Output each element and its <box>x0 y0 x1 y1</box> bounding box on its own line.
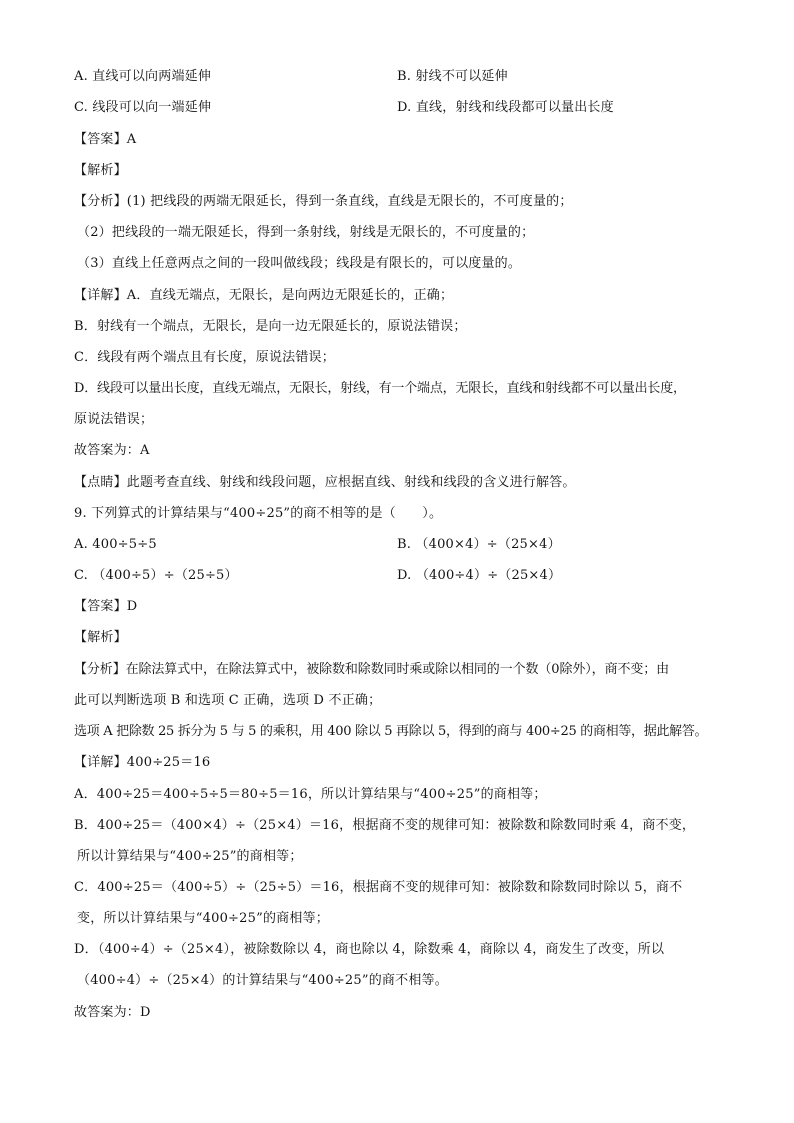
q9-xiangjie-line-7: D．（400÷4）÷（25×4），被除数除以 4，商也除以 4，除数乘 4，商除以 4，商发生了改变，所以 <box>74 942 665 957</box>
q8-final-answer: 故答案为：A <box>74 443 150 458</box>
q9-analysis-heading: 【解析】 <box>74 630 127 645</box>
q8-option-c: C. 线段可以向一端延伸 <box>74 100 212 115</box>
q8-analysis-heading: 【解析】 <box>74 163 127 178</box>
q9-xiangjie-line-1: 【详解】400÷25＝16 <box>74 755 211 770</box>
q9-option-c: C. （400÷5）÷（25÷5） <box>74 568 238 583</box>
q9-option-a: A. 400÷5÷5 <box>74 537 157 552</box>
q8-fenxi-line-3: （3）直线上任意两点之间的一段叫做线段；线段是有限长的，可以度量的。 <box>77 256 522 271</box>
q9-xiangjie-line-3: B．400÷25＝（400×4）÷（25×4）＝16，根据商不变的规律可知：被除数和除数同时乘 4，商不变， <box>74 818 696 833</box>
q8-fenxi-line-2: （2）把线段的一端无限延长，得到一条射线，射线是无限长的，不可度量的； <box>77 225 535 240</box>
q8-answer: 【答案】A <box>74 132 137 147</box>
q8-dianjing: 【点睛】此题考查直线、射线和线段问题，应根据直线、射线和线段的含义进行解答。 <box>74 475 576 490</box>
q8-xiangjie-line-4: D．线段可以量出长度，直线无端点，无限长，射线，有一个端点，无限长，直线和射线都不可以量出长度， <box>74 381 686 396</box>
q9-option-d: D. （400÷4）÷（25×4） <box>397 568 562 583</box>
q9-option-b: B. （400×4）÷（25×4） <box>397 537 561 552</box>
q8-xiangjie-line-2: B．射线有一个端点，无限长，是向一边无限延长的，原说法错误； <box>74 319 467 334</box>
q9-final-answer: 故答案为：D <box>74 1005 151 1020</box>
q9-xiangjie-line-2: A．400÷25＝400÷5÷5＝80÷5＝16，所以计算结果与“400÷25”的商相等； <box>74 787 547 802</box>
q9-fenxi-line-2: 此可以判断选项 B 和选项 C 正确，选项 D 不正确； <box>74 693 382 708</box>
q8-option-a: A. 直线可以向两端延伸 <box>74 69 212 84</box>
q9-xiangjie-line-6: 变，所以计算结果与“400÷25”的商相等； <box>77 911 329 926</box>
q8-option-b: B. 射线不可以延伸 <box>397 69 508 84</box>
q8-xiangjie-line-3: C．线段有两个端点且有长度，原说法错误； <box>74 350 335 365</box>
q9-stem: 9. 下列算式的计算结果与“400÷25”的商不相等的是（ ）。 <box>74 506 443 521</box>
q9-xiangjie-line-8: （400÷4）÷（25×4）的计算结果与“400÷25”的商不相等。 <box>77 973 448 988</box>
q9-xiangjie-line-5: C．400÷25＝（400÷5）÷（25÷5）＝16，根据商不变的规律可知：被除数和除数同时除以 5，商不 <box>74 880 683 895</box>
q9-xiangjie-line-4: 所以计算结果与“400÷25”的商相等； <box>77 849 303 864</box>
q8-xiangjie-line-5: 原说法错误； <box>74 412 154 427</box>
q8-fenxi-line-1: 【分析】(1) 把线段的两端无限延长，得到一条直线，直线是无限长的，不可度量的； <box>74 194 573 209</box>
q9-fenxi-line-3: 选项 A 把除数 25 拆分为 5 与 5 的乘积，用 400 除以 5 再除以 5，得到的商与 400÷25 的商相等，据此解答。 <box>74 724 708 739</box>
q9-answer: 【答案】D <box>74 599 138 614</box>
q8-xiangjie-line-1: 【详解】A．直线无端点，无限长，是向两边无限延长的，正确； <box>74 288 454 303</box>
q9-fenxi-line-1: 【分析】在除法算式中，在除法算式中，被除数和除数同时乘或除以相同的一个数（0除外），商不变；由 <box>74 662 670 677</box>
q8-option-d: D. 直线，射线和线段都可以量出长度 <box>397 100 614 115</box>
